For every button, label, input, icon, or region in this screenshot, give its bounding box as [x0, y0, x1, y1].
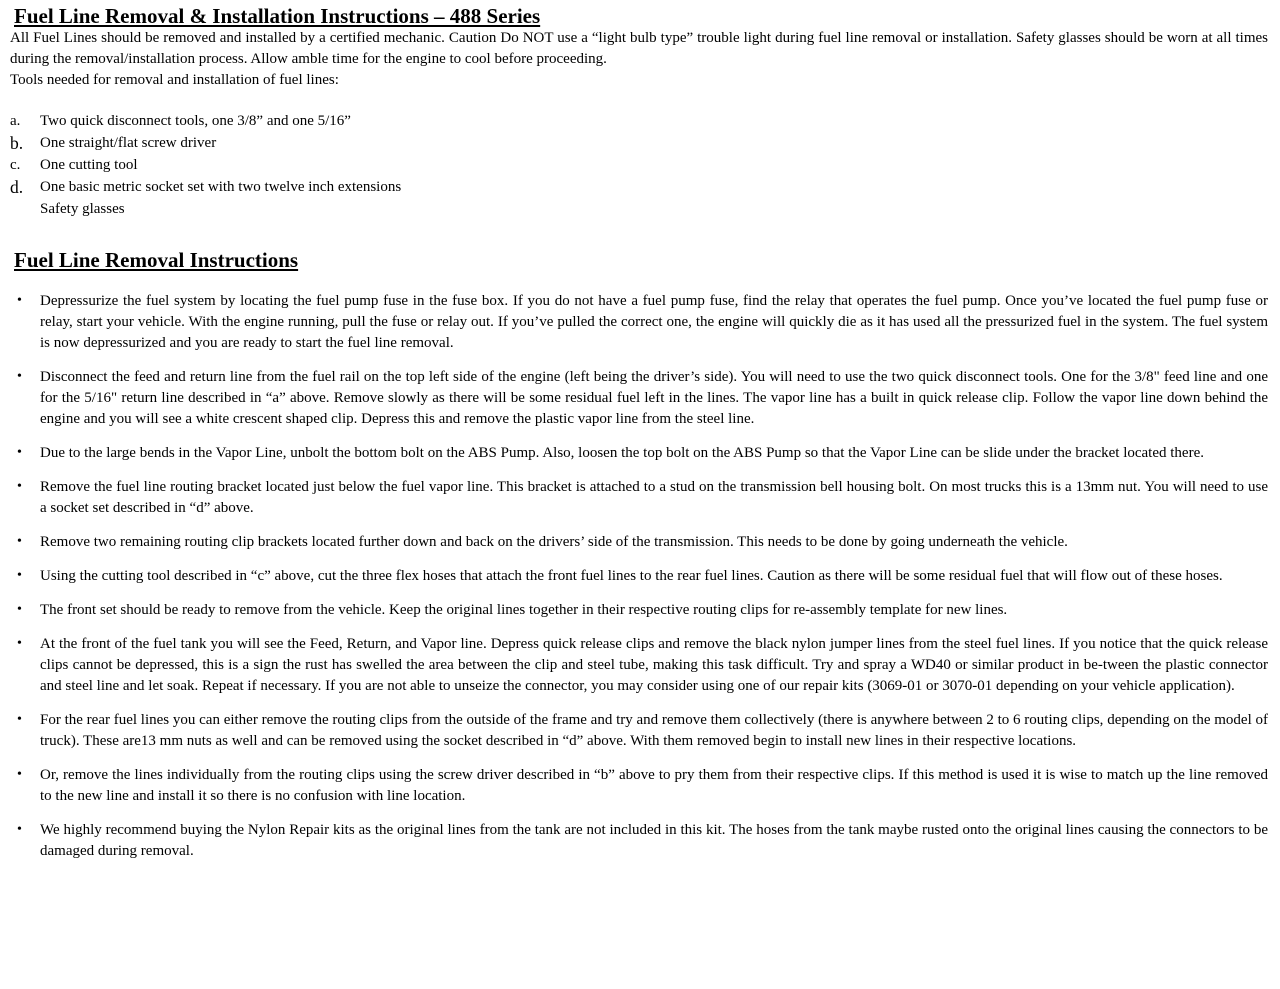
- list-item-text: Or, remove the lines individually from the routing clips using the screw driver described in “b” above to pry them from their respective clips. If this method is used it is wise to match up the line removed to the new line and install it so there is no confusion with line location.: [40, 767, 1268, 804]
- list-item-text: We highly recommend buying the Nylon Repair kits as the original lines from the tank are not included in this kit. The hoses from the tank maybe rusted onto the original lines causing the connectors to be damaged during removal.: [40, 822, 1268, 859]
- page-title: Fuel Line Removal & Installation Instructions – 488 Series: [14, 4, 541, 28]
- list-item-text: At the front of the fuel tank you will see the Feed, Return, and Vapor line. Depress quick release clips and remove the black nylon jumper lines from the steel fuel lines. If you notice that the quick release clips cannot be depressed, this is a sign the rust has swelled the area between the clip and steel tube, making this task difficult. Try and spray a WD40 or similar product in be-tween the plastic connector and steel line and let soak. Repeat if necessary. If you are not able to unseize the connector, you may consider using one of our repair kits (3069-01 or 3070-01 depending on your vehicle application).: [40, 636, 1268, 694]
- list-item: [10, 532, 1268, 553]
- list-item: [10, 765, 1268, 807]
- list-marker: a.: [10, 113, 21, 129]
- list-item-text: Remove two remaining routing clip brackets located further down and back on the drivers’ side of the transmission. This needs to be done by going underneath the vehicle.: [40, 534, 1068, 550]
- list-item-text: The front set should be ready to remove from the vehicle. Keep the original lines together in their respective routing clips for re-assembly template for new lines.: [40, 602, 1008, 618]
- list-item: [10, 477, 1268, 519]
- intro-paragraph: All Fuel Lines should be removed and installed by a certified mechanic. Caution Do NOT use a “light bulb type” trouble light during fuel line removal or installation. Safety glasses should be worn at all times during the removal/installation process. Allow amble time for the engine to cool before proceeding.: [10, 30, 1268, 67]
- bullet-icon: •: [17, 822, 22, 837]
- list-item-text: Due to the large bends in the Vapor Line, unbolt the bottom bolt on the ABS Pump. Also, loosen the top bolt on the ABS Pump so that the Vapor Line can be slide under the bracket located there.: [40, 445, 1204, 461]
- list-item-text: One straight/flat screw driver: [40, 135, 217, 151]
- list-item: [10, 634, 1268, 697]
- list-item-text: Remove the fuel line routing bracket located just below the fuel vapor line. This bracket is attached to a stud on the transmission bell housing bolt. On most trucks this is a 13mm nut. You will need to use a socket set described in “d” above.: [40, 479, 1268, 516]
- list-item: [10, 820, 1268, 862]
- list-item-text: Disconnect the feed and return line from the fuel rail on the top left side of the engine (left being the driver’s side). You will need to use the two quick disconnect tools. One for the 3/8" feed line and one for the 5/16" return line described in “a” above. Remove slowly as there will be some residual fuel left in the lines. The vapor line has a built in quick release clip. Follow the vapor line down behind the engine and you will see a white crescent shaped clip. Depress this and remove the plastic vapor line from the steel line.: [40, 369, 1268, 427]
- list-item: [10, 710, 1268, 752]
- tools-list: [10, 110, 1268, 220]
- list-item: [10, 110, 1268, 132]
- section-title: Fuel Line Removal Instructions: [14, 248, 299, 272]
- bullet-icon: •: [17, 445, 22, 460]
- list-item: [10, 566, 1268, 587]
- bullet-icon: •: [17, 369, 22, 384]
- list-marker: c.: [10, 157, 21, 173]
- list-item-text: Using the cutting tool described in “c” above, cut the three flex hoses that attach the front fuel lines to the rear fuel lines. Caution as there will be some residual fuel that will flow out of these hoses.: [40, 568, 1223, 584]
- list-item: [10, 176, 1268, 220]
- bullet-icon: •: [17, 479, 22, 494]
- list-item-text: Depressurize the fuel system by locating the fuel pump fuse in the fuse box. If you do not have a fuel pump fuse, find the relay that operates the fuel pump. Once you’ve located the fuel pump fuse or relay, start your vehicle. With the engine running, pull the fuse or relay out. If you’ve pulled the correct one, the engine will quickly die as it has used all the pressurized fuel in the system. The fuel system is now depressurized and you are ready to start the fuel line removal.: [40, 293, 1268, 351]
- list-item-text: One cutting tool: [40, 157, 138, 173]
- list-item-text: One basic metric socket set with two twelve inch extensions: [40, 179, 402, 195]
- bullet-icon: •: [17, 767, 22, 782]
- bullet-icon: •: [17, 636, 22, 651]
- list-item: [10, 132, 1268, 154]
- bullet-icon: •: [17, 712, 22, 727]
- list-item: [10, 154, 1268, 176]
- list-marker: d.: [10, 177, 24, 197]
- bullet-icon: •: [17, 602, 22, 617]
- list-item-text: Two quick disconnect tools, one 3/8” and one 5/16”: [40, 113, 351, 129]
- list-item-subtext: Safety glasses: [40, 201, 125, 217]
- list-item: [10, 600, 1268, 621]
- bullet-icon: •: [17, 568, 22, 583]
- tools-heading: Tools needed for removal and installation of fuel lines:: [10, 72, 339, 88]
- list-item-text: For the rear fuel lines you can either remove the routing clips from the outside of the frame and try and remove them collectively (there is anywhere between 2 to 6 routing clips, depending on the model of truck). These are13 mm nuts as well and can be removed using the socket described in “d” above. With them removed begin to install new lines in their respective locations.: [40, 712, 1268, 749]
- bullet-icon: •: [17, 293, 22, 308]
- list-marker: b.: [10, 133, 24, 153]
- list-item: [10, 443, 1268, 464]
- bullet-icon: •: [17, 534, 22, 549]
- list-item: [10, 367, 1268, 430]
- instructions-list: [10, 291, 1268, 862]
- list-item: [10, 291, 1268, 354]
